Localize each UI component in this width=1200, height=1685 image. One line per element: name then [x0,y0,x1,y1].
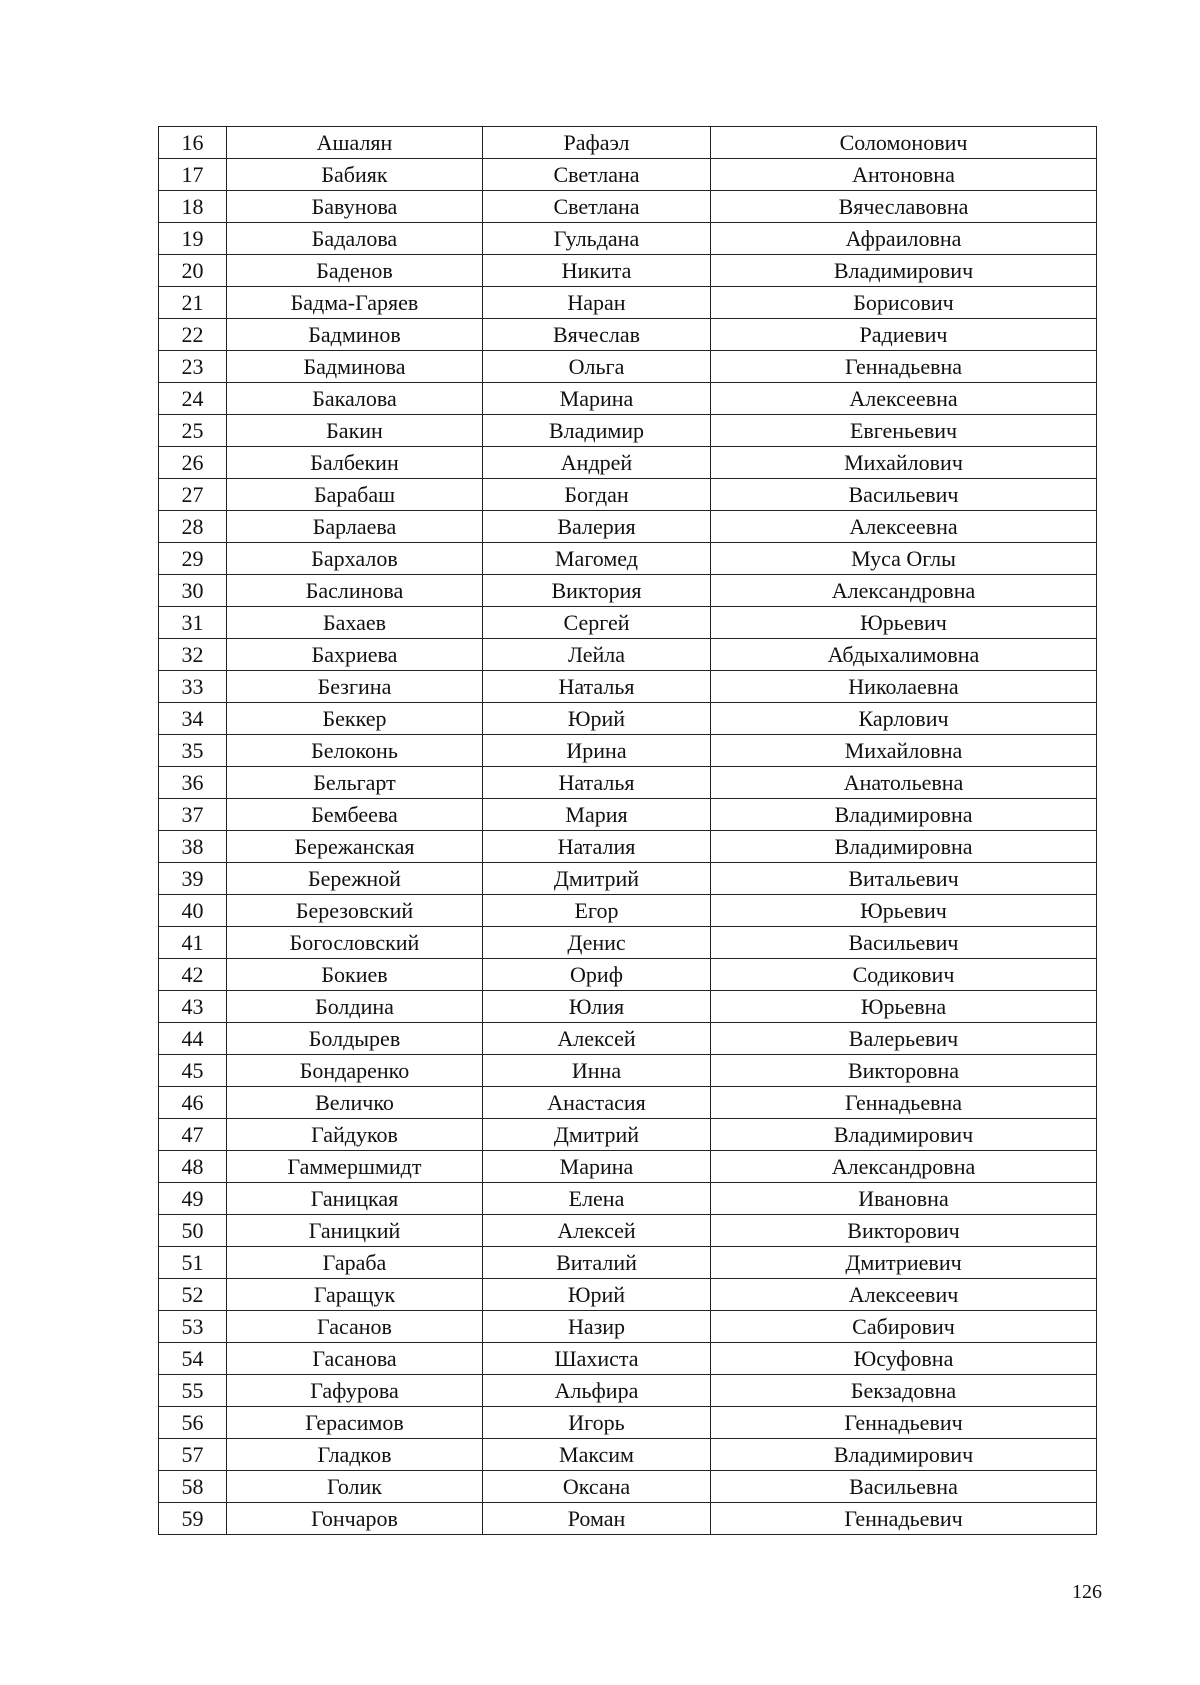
first-name-cell: Наталья [483,767,711,799]
last-name-cell: Бакалова [227,383,483,415]
last-name-cell: Гафурова [227,1375,483,1407]
row-number-cell: 22 [159,319,227,351]
row-number-cell: 18 [159,191,227,223]
first-name-cell: Наран [483,287,711,319]
patronymic-cell: Ивановна [711,1183,1097,1215]
patronymic-cell: Михайловна [711,735,1097,767]
last-name-cell: Барабаш [227,479,483,511]
page-number: 126 [1072,1581,1102,1603]
patronymic-cell: Васильевич [711,927,1097,959]
table-row [159,351,1097,383]
row-number-cell: 49 [159,1183,227,1215]
table-row [159,863,1097,895]
first-name-cell: Денис [483,927,711,959]
row-number-cell: 46 [159,1087,227,1119]
first-name-cell: Марина [483,383,711,415]
last-name-cell: Гончаров [227,1503,483,1535]
last-name-cell: Бархалов [227,543,483,575]
last-name-cell: Гаммершмидт [227,1151,483,1183]
patronymic-cell: Геннадьевич [711,1503,1097,1535]
first-name-cell: Никита [483,255,711,287]
last-name-cell: Бельгарт [227,767,483,799]
patronymic-cell: Васильевич [711,479,1097,511]
first-name-cell: Светлана [483,159,711,191]
table-row [159,1247,1097,1279]
first-name-cell: Альфира [483,1375,711,1407]
last-name-cell: Бадма-Гаряев [227,287,483,319]
patronymic-cell: Владимировна [711,831,1097,863]
first-name-cell: Оксана [483,1471,711,1503]
first-name-cell: Юрий [483,703,711,735]
last-name-cell: Бадминова [227,351,483,383]
table-row [159,127,1097,159]
row-number-cell: 38 [159,831,227,863]
patronymic-cell: Абдыхалимовна [711,639,1097,671]
row-number-cell: 42 [159,959,227,991]
last-name-cell: Бокиев [227,959,483,991]
row-number-cell: 16 [159,127,227,159]
first-name-cell: Ирина [483,735,711,767]
patronymic-cell: Дмитриевич [711,1247,1097,1279]
patronymic-cell: Валерьевич [711,1023,1097,1055]
first-name-cell: Вячеслав [483,319,711,351]
last-name-cell: Бавунова [227,191,483,223]
row-number-cell: 51 [159,1247,227,1279]
first-name-cell: Алексей [483,1023,711,1055]
last-name-cell: Безгина [227,671,483,703]
table-row [159,1119,1097,1151]
patronymic-cell: Алексеевна [711,383,1097,415]
patronymic-cell: Алексеевич [711,1279,1097,1311]
first-name-cell: Гульдана [483,223,711,255]
first-name-cell: Андрей [483,447,711,479]
patronymic-cell: Александровна [711,1151,1097,1183]
patronymic-cell: Содикович [711,959,1097,991]
table-row [159,1215,1097,1247]
row-number-cell: 39 [159,863,227,895]
first-name-cell: Инна [483,1055,711,1087]
table-row [159,575,1097,607]
table-row [159,1279,1097,1311]
table-row [159,735,1097,767]
first-name-cell: Лейла [483,639,711,671]
last-name-cell: Бережанская [227,831,483,863]
table-row [159,1087,1097,1119]
first-name-cell: Мария [483,799,711,831]
patronymic-cell: Юсуфовна [711,1343,1097,1375]
row-number-cell: 45 [159,1055,227,1087]
patronymic-cell: Витальевич [711,863,1097,895]
first-name-cell: Роман [483,1503,711,1535]
table-row [159,319,1097,351]
table-row [159,831,1097,863]
last-name-cell: Беккер [227,703,483,735]
table-row [159,255,1097,287]
last-name-cell: Бахриева [227,639,483,671]
last-name-cell: Гайдуков [227,1119,483,1151]
patronymic-cell: Анатольевна [711,767,1097,799]
row-number-cell: 24 [159,383,227,415]
row-number-cell: 34 [159,703,227,735]
patronymic-cell: Муса Оглы [711,543,1097,575]
table-row [159,543,1097,575]
row-number-cell: 52 [159,1279,227,1311]
table-row [159,415,1097,447]
table-row [159,1311,1097,1343]
row-number-cell: 55 [159,1375,227,1407]
patronymic-cell: Вячеславовна [711,191,1097,223]
patronymic-cell: Юрьевич [711,895,1097,927]
last-name-cell: Ашалян [227,127,483,159]
first-name-cell: Рафаэл [483,127,711,159]
last-name-cell: Гасанов [227,1311,483,1343]
first-name-cell: Ориф [483,959,711,991]
row-number-cell: 36 [159,767,227,799]
row-number-cell: 57 [159,1439,227,1471]
patronymic-cell: Владимировна [711,799,1097,831]
last-name-cell: Барлаева [227,511,483,543]
row-number-cell: 43 [159,991,227,1023]
last-name-cell: Гладков [227,1439,483,1471]
table-row [159,927,1097,959]
table-row [159,511,1097,543]
last-name-cell: Гаращук [227,1279,483,1311]
first-name-cell: Егор [483,895,711,927]
patronymic-cell: Евгеньевич [711,415,1097,447]
patronymic-cell: Геннадьевич [711,1407,1097,1439]
patronymic-cell: Юрьевна [711,991,1097,1023]
patronymic-cell: Викторовна [711,1055,1097,1087]
table-row [159,383,1097,415]
names-table-body [159,127,1097,1535]
row-number-cell: 29 [159,543,227,575]
first-name-cell: Алексей [483,1215,711,1247]
first-name-cell: Максим [483,1439,711,1471]
row-number-cell: 48 [159,1151,227,1183]
row-number-cell: 32 [159,639,227,671]
last-name-cell: Белоконь [227,735,483,767]
last-name-cell: Балбекин [227,447,483,479]
patronymic-cell: Алексеевна [711,511,1097,543]
row-number-cell: 35 [159,735,227,767]
table-row [159,1055,1097,1087]
first-name-cell: Юлия [483,991,711,1023]
last-name-cell: Бондаренко [227,1055,483,1087]
patronymic-cell: Николаевна [711,671,1097,703]
first-name-cell: Наталья [483,671,711,703]
table-row [159,991,1097,1023]
last-name-cell: Гасанова [227,1343,483,1375]
patronymic-cell: Владимирович [711,1119,1097,1151]
first-name-cell: Владимир [483,415,711,447]
last-name-cell: Гараба [227,1247,483,1279]
first-name-cell: Игорь [483,1407,711,1439]
first-name-cell: Сергей [483,607,711,639]
patronymic-cell: Геннадьевна [711,351,1097,383]
patronymic-cell: Соломонович [711,127,1097,159]
table-row [159,799,1097,831]
table-row [159,479,1097,511]
first-name-cell: Елена [483,1183,711,1215]
first-name-cell: Анастасия [483,1087,711,1119]
table-row [159,959,1097,991]
table-row [159,1503,1097,1535]
last-name-cell: Болдина [227,991,483,1023]
patronymic-cell: Борисович [711,287,1097,319]
table-row [159,447,1097,479]
first-name-cell: Виталий [483,1247,711,1279]
last-name-cell: Бадалова [227,223,483,255]
last-name-cell: Ганицкий [227,1215,483,1247]
last-name-cell: Болдырев [227,1023,483,1055]
patronymic-cell: Бекзадовна [711,1375,1097,1407]
row-number-cell: 40 [159,895,227,927]
row-number-cell: 41 [159,927,227,959]
table-row [159,1343,1097,1375]
last-name-cell: Герасимов [227,1407,483,1439]
row-number-cell: 37 [159,799,227,831]
names-table [158,126,1097,1535]
row-number-cell: 33 [159,671,227,703]
patronymic-cell: Владимирович [711,1439,1097,1471]
row-number-cell: 59 [159,1503,227,1535]
first-name-cell: Шахиста [483,1343,711,1375]
table-row [159,191,1097,223]
row-number-cell: 20 [159,255,227,287]
row-number-cell: 23 [159,351,227,383]
patronymic-cell: Викторович [711,1215,1097,1247]
first-name-cell: Валерия [483,511,711,543]
row-number-cell: 50 [159,1215,227,1247]
table-row [159,159,1097,191]
table-row [159,1183,1097,1215]
table-row [159,767,1097,799]
row-number-cell: 58 [159,1471,227,1503]
patronymic-cell: Васильевна [711,1471,1097,1503]
row-number-cell: 54 [159,1343,227,1375]
last-name-cell: Баденов [227,255,483,287]
table-row [159,287,1097,319]
last-name-cell: Бабияк [227,159,483,191]
row-number-cell: 30 [159,575,227,607]
last-name-cell: Березовский [227,895,483,927]
last-name-cell: Баслинова [227,575,483,607]
table-row [159,1375,1097,1407]
table-row [159,1471,1097,1503]
first-name-cell: Назир [483,1311,711,1343]
last-name-cell: Бережной [227,863,483,895]
table-row [159,1151,1097,1183]
patronymic-cell: Афраиловна [711,223,1097,255]
row-number-cell: 27 [159,479,227,511]
last-name-cell: Ганицкая [227,1183,483,1215]
first-name-cell: Богдан [483,479,711,511]
table-row [159,703,1097,735]
first-name-cell: Наталия [483,831,711,863]
table-row [159,1407,1097,1439]
patronymic-cell: Владимирович [711,255,1097,287]
row-number-cell: 26 [159,447,227,479]
first-name-cell: Магомед [483,543,711,575]
first-name-cell: Виктория [483,575,711,607]
row-number-cell: 25 [159,415,227,447]
row-number-cell: 47 [159,1119,227,1151]
row-number-cell: 56 [159,1407,227,1439]
table-row [159,639,1097,671]
first-name-cell: Дмитрий [483,1119,711,1151]
first-name-cell: Юрий [483,1279,711,1311]
patronymic-cell: Геннадьевна [711,1087,1097,1119]
row-number-cell: 21 [159,287,227,319]
row-number-cell: 28 [159,511,227,543]
patronymic-cell: Юрьевич [711,607,1097,639]
last-name-cell: Бахаев [227,607,483,639]
patronymic-cell: Михайлович [711,447,1097,479]
row-number-cell: 53 [159,1311,227,1343]
row-number-cell: 44 [159,1023,227,1055]
table-row [159,1439,1097,1471]
row-number-cell: 31 [159,607,227,639]
table-row [159,1023,1097,1055]
last-name-cell: Бакин [227,415,483,447]
table-row [159,895,1097,927]
row-number-cell: 19 [159,223,227,255]
patronymic-cell: Антоновна [711,159,1097,191]
table-row [159,223,1097,255]
table-row [159,671,1097,703]
first-name-cell: Марина [483,1151,711,1183]
table-row [159,607,1097,639]
last-name-cell: Бембеева [227,799,483,831]
patronymic-cell: Александровна [711,575,1097,607]
first-name-cell: Ольга [483,351,711,383]
last-name-cell: Бадминов [227,319,483,351]
last-name-cell: Величко [227,1087,483,1119]
patronymic-cell: Карлович [711,703,1097,735]
last-name-cell: Богословский [227,927,483,959]
patronymic-cell: Сабирович [711,1311,1097,1343]
first-name-cell: Светлана [483,191,711,223]
last-name-cell: Голик [227,1471,483,1503]
first-name-cell: Дмитрий [483,863,711,895]
patronymic-cell: Радиевич [711,319,1097,351]
row-number-cell: 17 [159,159,227,191]
